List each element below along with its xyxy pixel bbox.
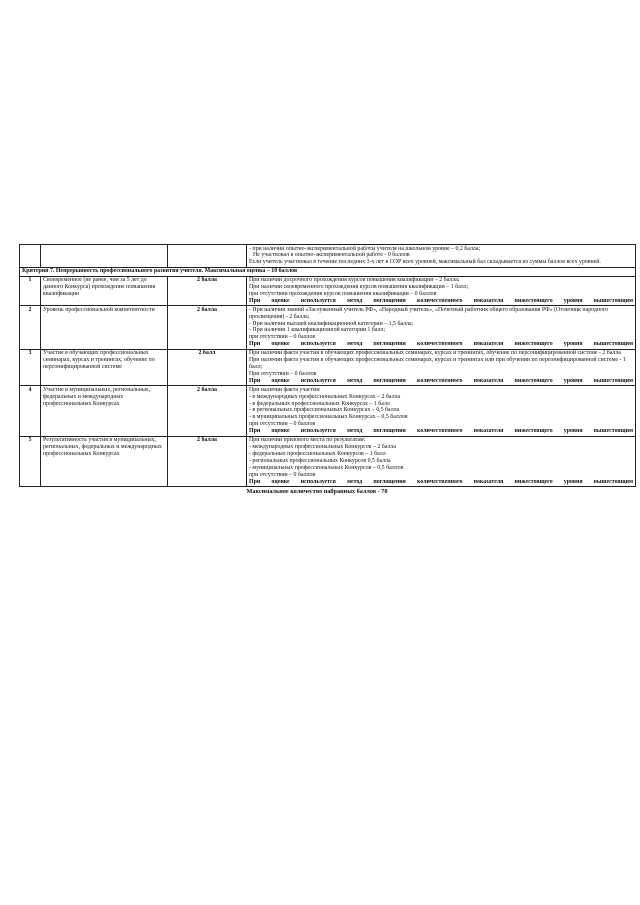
description-line: - региональных профессиональных Конкурсов 0,5 балла bbox=[249, 457, 391, 464]
description-line: при отсутствии – 0 баллов bbox=[249, 421, 316, 428]
name-cell bbox=[41, 245, 168, 268]
description-line: - муниципальных профессиональных Конкурсов – 0,5 баллов bbox=[249, 464, 404, 471]
description-cell bbox=[247, 306, 636, 349]
method-note: При оценке используется метод поглощения количественного показателя нижестоящего уровня вышестоящим bbox=[249, 377, 633, 384]
indicator-name: Результативность участия в муниципальных, региональных, федеральных и международных профессиональных Конкурсах bbox=[41, 436, 168, 486]
table-row bbox=[20, 386, 636, 436]
max-score: 2 балла bbox=[168, 386, 247, 436]
indicator-name: Участие в муниципальных, региональных, федеральных и международных профессиональных Конкурсах bbox=[41, 386, 168, 436]
indicator-name: Участие в обучающих профессиональных семинарах, курсах и тренингах, обучение по персонифицированной системе bbox=[41, 349, 168, 386]
description-line: При наличии факта участия в обучающих профессиональных семинарах, курсах и тренингах или при обучении по персонифицированной системе - 1 балл; bbox=[249, 357, 626, 370]
description-cell bbox=[247, 245, 636, 268]
description-line: - в муниципальных профессиональных Конкурсах – 0,5 баллов bbox=[249, 414, 408, 421]
score-cell bbox=[168, 245, 247, 268]
description-cell bbox=[247, 276, 636, 306]
table-row bbox=[20, 245, 636, 268]
description-cell bbox=[247, 349, 636, 386]
method-note: При оценке используется метод поглощения количественного показателя нижестоящего уровня вышестоящим bbox=[249, 341, 633, 348]
row-number: 5 bbox=[20, 436, 41, 486]
indicator-name: Уровень профессиональной компетентности bbox=[41, 306, 168, 349]
document-page bbox=[19, 244, 633, 495]
indicator-name: Своевременное (не ранее, чем за 5 лет до данного Конкурса) прохождение повышения квалификации bbox=[41, 276, 168, 306]
max-score: 2 балла bbox=[168, 436, 247, 486]
row-number: 3 bbox=[20, 349, 41, 386]
description-line: При наличии досрочного прохождения курсов повышения квалификации – 2 балла; bbox=[249, 277, 460, 284]
description-line: - в федеральных профессиональных Конкурсах – 1 балл bbox=[249, 400, 390, 407]
description-line: При отсутствии – 0 баллов bbox=[249, 370, 317, 377]
description-cell bbox=[247, 386, 636, 436]
description-line: при отсутствии – 0 баллов bbox=[249, 334, 316, 341]
table-row bbox=[20, 436, 636, 486]
table-row bbox=[20, 306, 636, 349]
method-note: При оценке используется метод поглощения количественного показателя нижестоящего уровня вышестоящим bbox=[249, 478, 633, 485]
description-line: При наличии факта участия: bbox=[249, 386, 321, 393]
description-line: - федеральных профессиональных Конкурсов – 1 балл bbox=[249, 450, 386, 457]
method-note: При оценке используется метод поглощения количественного показателя нижестоящего уровня вышестоящим bbox=[249, 428, 633, 435]
row-number: 2 bbox=[20, 306, 41, 349]
description-line: При наличии своевременного прохождения курсов повышения квалификации – 1 балл; bbox=[249, 284, 469, 291]
description-line: При наличии призового места по результатам: bbox=[249, 437, 366, 444]
criteria-table bbox=[19, 244, 636, 487]
criterion-heading: Критерий 7. Непрерывность профессионального развития учителя. Максимальная оценка – 10 баллов bbox=[20, 267, 636, 276]
description-line: при отсутствии – 0 баллов bbox=[249, 471, 316, 478]
row-number: 1 bbox=[20, 276, 41, 306]
num-cell bbox=[20, 245, 41, 268]
description-line: - в региональных профессиональных Конкурсах – 0,5 балла bbox=[249, 407, 400, 414]
description-line: - международных профессиональных Конкурсов – 2 балла bbox=[249, 443, 396, 450]
table-row bbox=[20, 276, 636, 306]
max-score: 2 балл bbox=[168, 349, 247, 386]
description-line: - При наличии 1 квалификационной категории 1 балл; bbox=[249, 327, 386, 334]
description-line: - При наличии высшей квалификационной категории – 1,5 балла; bbox=[249, 320, 414, 327]
description-line: при отсутствии прохождения курсов повышения квалификации – 0 баллов bbox=[249, 290, 437, 297]
max-score: 2 балла bbox=[168, 306, 247, 349]
total-score: Максимальное количество набранных баллов - 70 bbox=[246, 487, 388, 495]
description-paragraph: Если учитель участвовал в течение последних 3-х лет в ОЭР всех уровней, максимальный бал складывается из суммы баллов всех уровней. bbox=[249, 259, 601, 266]
criterion-row bbox=[20, 267, 636, 276]
description-line: Не участвовал в опытно-экспериментальной работе - 0 баллов bbox=[253, 252, 410, 259]
row-number: 4 bbox=[20, 386, 41, 436]
description-cell bbox=[247, 436, 636, 486]
method-note: При оценке используется метод поглощения количественного показателя нижестоящего уровня вышестоящим bbox=[249, 297, 633, 304]
description-line: - при наличии опытно-экспериментальной работы учителя на школьном уровне – 0,2 балла; bbox=[249, 245, 481, 252]
table-row bbox=[20, 349, 636, 386]
description-line: При наличии факта участия в обучающих профессиональных семинарах, курсах и тренингах, обучение по персонифицированной системе - 2 балла bbox=[249, 350, 621, 357]
description-line: - При наличии званий «Заслуженный учитель РФ», «Народный учитель», «Почетный работник общего образования РФ» (Отличник народного просвещения) - 2 балла; bbox=[249, 306, 609, 320]
description-line: - в международных профессиональных Конкурсах – 2 балла bbox=[249, 393, 401, 400]
max-score: 2 балла bbox=[168, 276, 247, 306]
